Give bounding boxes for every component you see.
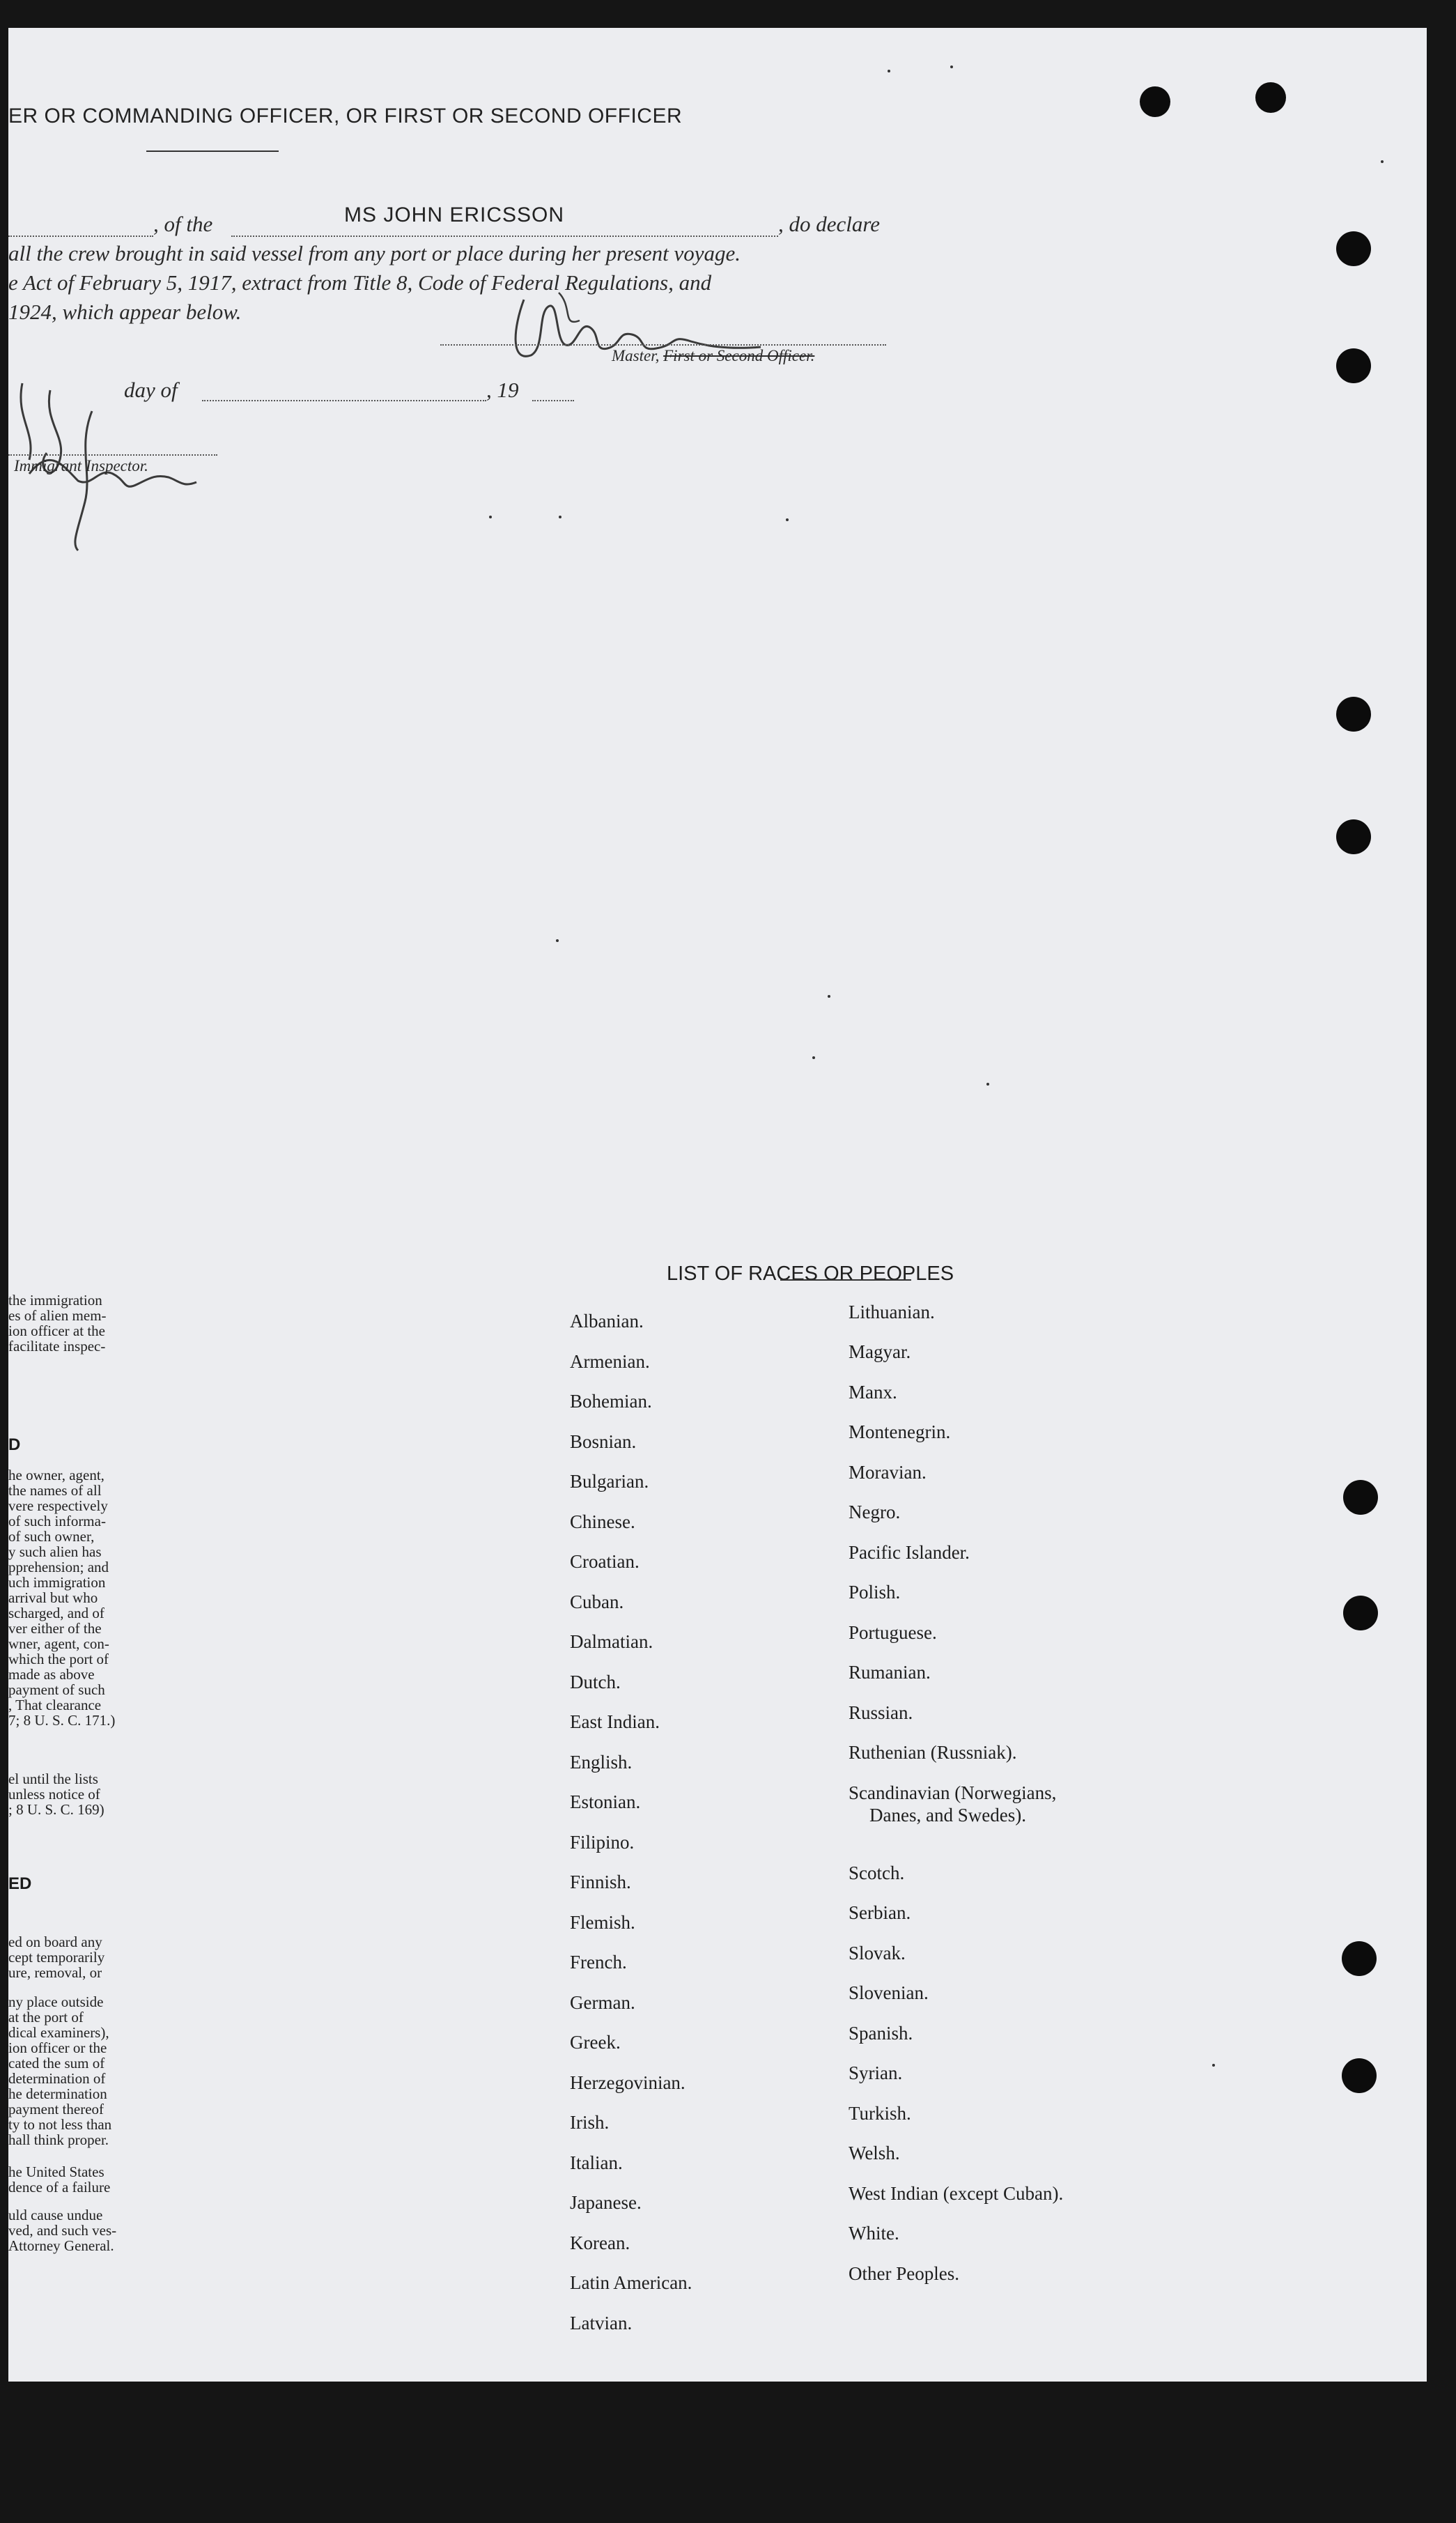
margin-line: , That clearance [8,1697,102,1713]
margin-line: uld cause undue [8,2207,103,2223]
margin-block-1 [8,1293,107,1354]
race-item: Croatian. [570,1551,640,1572]
struck-officer-label: First or Second Officer. [663,347,815,364]
margin-line: which the port of [8,1651,109,1667]
race-item: Serbian. [849,1902,911,1923]
race-item: Ruthenian (Russniak). [849,1742,1017,1763]
race-item: Slovak. [849,1943,906,1963]
margin-line: made as above [8,1666,95,1683]
race-item: Chinese. [570,1511,635,1532]
race-item: Latvian. [570,2312,633,2333]
race-item: Bosnian. [570,1430,637,1452]
race-item: Magyar. [849,1341,911,1362]
margin-line: vere respectively [8,1497,108,1514]
margin-line: ion officer at the [8,1322,105,1339]
paper-speck [559,516,562,518]
punch-hole [1336,697,1371,732]
race-item: Japanese. [570,2192,642,2213]
race-item: German. [570,1991,635,2013]
inspector-signature-line [8,454,217,456]
race-item: Spanish. [849,2023,913,2044]
margin-line: unless notice of [8,1786,100,1803]
date-fill-line [202,400,486,401]
margin-line: determination of [8,2070,106,2087]
race-item: Latin American. [570,2272,692,2293]
punch-hole [1342,2058,1377,2093]
margin-line: the immigration [8,1292,102,1309]
punch-hole [1140,86,1170,117]
paper-speck [812,1056,815,1059]
margin-line: facilitate inspec- [8,1338,106,1355]
master-signature [496,279,789,383]
margin-line: cated the sum of [8,2055,105,2071]
paper-speck [556,939,559,942]
of-the-text: , of the [153,212,213,236]
race-item: Bohemian. [570,1391,652,1412]
race-item: West Indian (except Cuban). [849,2183,1064,2204]
margin-line: scharged, and of [8,1605,104,1621]
punch-hole [1343,1480,1378,1515]
race-item: Other Peoples. [849,2263,959,2284]
margin-line: ty to not less than [8,2116,112,2133]
master-label: Master, [612,347,664,364]
margin-line: ved, and such ves- [8,2222,117,2239]
race-item: Albanian. [570,1311,644,1332]
race-item: Syrian. [849,2062,903,2083]
margin-line: he United States [8,2163,104,2180]
race-item: White. [849,2223,899,2244]
margin-heading-2: ED [8,1874,32,1893]
margin-line: Attorney General. [8,2237,114,2254]
race-item: Greek. [570,2032,621,2053]
race-item: Negro. [849,1502,901,1522]
race-item: Estonian. [570,1791,641,1812]
declaration-line-4: 1924, which appear below. [8,300,242,324]
margin-line: ver either of the [8,1620,102,1637]
race-item: Slovenian. [849,1982,929,2003]
margin-block-3 [8,1771,104,1817]
race-item: Scotch. [849,1862,905,1883]
race-item: Manx. [849,1382,897,1403]
race-item: Herzegovinian. [570,2071,686,2093]
race-item: Dutch. [570,1671,621,1692]
punch-hole [1255,82,1286,113]
declaration-line-2: all the crew brought in said vessel from any port or place during her present voyage. [8,241,741,265]
race-item: Russian. [849,1702,913,1723]
master-signature-line [440,344,886,346]
do-declare-text: , do declare [778,212,881,236]
paper-speck [986,1083,989,1086]
margin-line: at the port of [8,2009,84,2026]
day-of-text: day of [124,378,178,402]
margin-line: the names of all [8,1482,102,1499]
margin-line: hall think proper. [8,2131,109,2148]
race-item: Polish. [849,1582,901,1603]
margin-line: payment thereof [8,2101,104,2117]
race-item: Dalmatian. [570,1631,653,1652]
race-item: Irish. [570,2112,610,2133]
race-item: Finnish. [570,1872,631,1892]
races-title: LIST OF RACES OR PEOPLES [667,1263,954,1285]
year-prefix: , 19 [486,378,519,402]
paper-speck [828,995,830,998]
margin-line: es of alien mem- [8,1307,107,1324]
races-title-underline [780,1279,911,1281]
margin-block-7 [8,2207,116,2253]
paper-speck [1212,2064,1215,2067]
paper-speck [888,70,890,72]
vessel-name: MS JOHN ERICSSON [344,203,565,226]
race-item: Pacific Islander. [849,1542,970,1563]
race-item: Welsh. [849,2143,900,2163]
officer-heading: ER OR COMMANDING OFFICER, OR FIRST OR SECOND OFFICER [8,105,683,128]
race-item: East Indian. [570,1711,660,1732]
punch-hole [1336,348,1371,383]
punch-hole [1342,1941,1377,1976]
paper-speck [1381,160,1384,163]
margin-line: y such alien has [8,1543,102,1560]
paper-speck [489,516,492,518]
paper-speck [786,518,789,521]
margin-line: ion officer or the [8,2039,107,2056]
race-item: Armenian. [570,1350,650,1372]
margin-line: dence of a failure [8,2179,111,2196]
document-page [8,28,1427,2382]
inspector-caption: Immigrant Inspector. [14,457,148,474]
race-item: French. [570,1952,627,1973]
paper-speck [950,65,953,68]
margin-line: he determination [8,2085,107,2102]
margin-line: el until the lists [8,1770,98,1787]
race-item: Lithuanian. [849,1302,935,1322]
race-item: English. [570,1751,633,1773]
margin-heading-1: D [8,1435,21,1454]
race-item: Korean. [570,2232,630,2253]
race-item: Turkish. [849,2103,911,2124]
margin-line: pprehension; and [8,1559,109,1575]
margin-line: of such informa- [8,1513,106,1529]
margin-line: arrival but who [8,1589,98,1606]
name-fill-line [8,236,153,237]
margin-line: ure, removal, or [8,1964,102,1981]
master-caption [612,347,814,365]
margin-block-6 [8,2164,110,2195]
margin-line: ny place outside [8,1993,104,2010]
race-item: Montenegrin. [849,1421,951,1442]
race-item: Moravian. [849,1462,927,1483]
margin-line: of such owner, [8,1528,95,1545]
margin-block-2 [8,1467,115,1728]
race-item: Italian. [570,2152,623,2173]
declaration-line-3: e Act of February 5, 1917, extract from Title 8, Code of Federal Regulations, and [8,270,712,295]
margin-line: dical examiners), [8,2024,109,2041]
punch-hole [1336,819,1371,854]
margin-line: uch immigration [8,1574,106,1591]
race-item: Portuguese. [849,1622,937,1643]
margin-line: payment of such [8,1681,105,1698]
race-item: Cuban. [570,1591,624,1612]
margin-line: wner, agent, con- [8,1635,109,1652]
race-item: Rumanian. [849,1662,931,1683]
margin-block-5 [8,1994,111,2147]
heading-underline [146,151,279,152]
margin-line: cept temporarily [8,1949,105,1966]
race-item: Flemish. [570,1911,635,1933]
punch-hole [1343,1596,1378,1630]
margin-line: 7; 8 U. S. C. 171.) [8,1712,116,1729]
race-item: Bulgarian. [570,1471,649,1492]
race-item: Danes, and Swedes). [869,1805,1026,1826]
year-fill-line [532,400,574,401]
margin-block-4 [8,1934,104,1980]
margin-line: ; 8 U. S. C. 169) [8,1801,104,1818]
races-left-column [570,1302,692,2343]
margin-line: ed on board any [8,1934,102,1950]
punch-hole [1336,231,1371,266]
race-item: Filipino. [570,1831,635,1853]
vessel-fill-line [231,236,778,237]
race-item: Scandinavian (Norwegians, [849,1782,1057,1803]
margin-line: he owner, agent, [8,1467,104,1483]
